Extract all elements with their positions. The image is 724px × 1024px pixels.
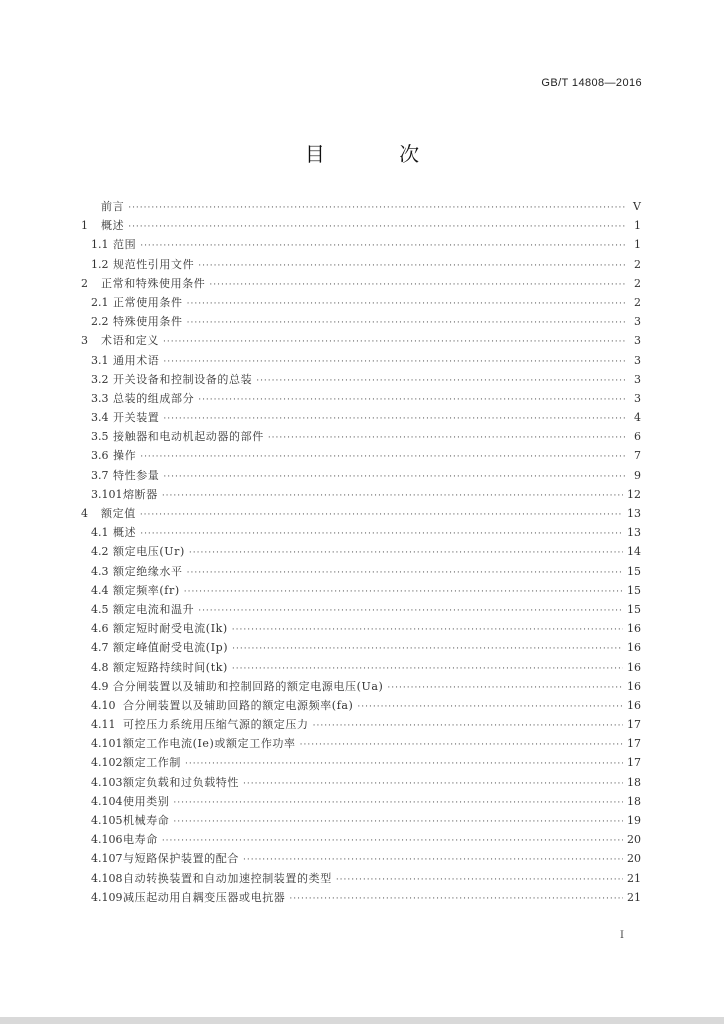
toc-entry[interactable]	[81, 312, 641, 331]
toc-entry-number: 1.2	[91, 257, 109, 271]
toc-entry[interactable]	[81, 715, 641, 734]
toc-entry-title: 开关设备和控制设备的总装	[113, 372, 253, 386]
toc-entry-number: 4.102	[91, 756, 123, 770]
toc-entry-page: 21	[627, 890, 641, 904]
dot-leader	[198, 391, 627, 410]
toc-entry[interactable]	[81, 658, 641, 677]
toc-entry-title: 操作	[113, 449, 137, 463]
toc-entry-title: 熔断器	[123, 487, 158, 501]
dot-leader	[300, 736, 623, 755]
dot-leader	[268, 429, 627, 448]
toc-entry-title: 与短路保护装置的配合	[123, 852, 239, 866]
toc-entry-number: 3.4	[91, 411, 109, 425]
table-of-contents	[81, 197, 641, 907]
toc-entry-page: 21	[627, 871, 641, 885]
toc-entry[interactable]	[81, 370, 641, 389]
toc-entry-page: 3	[634, 353, 641, 367]
toc-entry-page: 19	[627, 814, 641, 827]
toc-entry[interactable]	[81, 274, 641, 293]
toc-entry-page: 15	[627, 583, 641, 597]
toc-entry-title: 通用术语	[113, 353, 160, 367]
toc-entry-page: 3	[634, 372, 641, 386]
toc-entry-number: 4.4	[91, 583, 109, 597]
toc-entry-page: 4	[634, 411, 641, 425]
toc-entry[interactable]	[81, 255, 641, 274]
toc-entry-number: 4.10	[91, 698, 116, 712]
toc-entry-number: 4.11	[91, 718, 116, 732]
toc-entry[interactable]	[81, 427, 641, 446]
toc-entry-page: 1	[634, 238, 641, 252]
toc-entry[interactable]	[81, 408, 641, 427]
toc-entry[interactable]	[81, 562, 641, 581]
toc-entry-number: 4.5	[91, 602, 109, 616]
dot-leader	[357, 698, 623, 717]
toc-entry[interactable]	[81, 389, 641, 408]
toc-entry-number: 4.6	[91, 622, 109, 636]
dot-leader	[140, 448, 627, 467]
dot-leader	[184, 583, 623, 602]
toc-entry-number: 4.104	[91, 794, 123, 808]
toc-entry-title: 额定峰值耐受电流(Ip)	[113, 641, 229, 655]
dot-leader	[173, 813, 623, 832]
toc-entry-title: 额定绝缘水平	[113, 564, 183, 578]
toc-entry-number: 2	[81, 276, 88, 290]
dot-leader	[187, 295, 627, 314]
dot-leader	[140, 506, 623, 525]
toc-entry[interactable]	[81, 677, 641, 696]
toc-entry[interactable]	[81, 485, 641, 504]
toc-entry-title: 自动转换装置和自动加速控制装置的类型	[123, 871, 332, 885]
toc-entry[interactable]	[81, 869, 641, 888]
toc-entry-page: 6	[634, 430, 641, 444]
dot-leader	[162, 487, 623, 506]
dot-leader	[387, 679, 623, 698]
toc-entry[interactable]	[81, 331, 641, 350]
toc-entry-title: 特性参量	[113, 468, 160, 482]
toc-entry[interactable]	[81, 696, 641, 715]
toc-entry-title: 开关装置	[113, 411, 160, 425]
toc-entry-number: 4.106	[91, 833, 123, 847]
toc-entry[interactable]	[81, 446, 641, 465]
toc-entry[interactable]	[81, 792, 641, 811]
toc-entry-title: 可控压力系统用压缩气源的额定压力	[123, 718, 309, 732]
toc-entry-number: 4.108	[91, 871, 123, 885]
toc-entry-title: 额定电压(Ur)	[113, 545, 185, 559]
toc-entry-title: 额定工作电流(Ie)或额定工作功率	[123, 737, 296, 751]
dot-leader	[140, 525, 623, 544]
toc-entry[interactable]	[81, 466, 641, 485]
toc-entry[interactable]	[81, 293, 641, 312]
toc-entry[interactable]	[81, 734, 641, 753]
page-title: 目 次	[304, 142, 454, 166]
dot-leader	[336, 871, 623, 890]
toc-entry-number: 4.107	[91, 852, 123, 866]
dot-leader	[313, 717, 623, 736]
toc-entry-page: 20	[627, 833, 641, 847]
toc-entry-title: 合分闸装置以及辅助回路的额定电源频率(fa)	[123, 698, 354, 712]
dot-leader	[185, 755, 623, 774]
toc-entry-page: 16	[627, 641, 641, 655]
toc-entry[interactable]	[81, 773, 641, 792]
toc-entry[interactable]	[81, 753, 641, 772]
toc-entry-title: 合分闸装置以及辅助和控制回路的额定电源电压(Ua)	[113, 679, 384, 693]
dot-leader	[198, 602, 623, 621]
toc-entry-number: 4.8	[91, 660, 109, 674]
toc-entry-page: 2	[634, 295, 641, 309]
dot-leader	[209, 276, 627, 295]
toc-entry[interactable]	[81, 523, 641, 542]
toc-entry-number: 2.2	[91, 315, 109, 329]
toc-entry-number: 4.103	[91, 775, 123, 789]
dot-leader	[128, 199, 627, 218]
toc-entry[interactable]	[81, 849, 641, 868]
toc-entry-page: 1	[634, 219, 641, 233]
toc-entry[interactable]	[81, 197, 641, 216]
dot-leader	[198, 257, 627, 276]
dot-leader	[187, 314, 627, 333]
toc-entry-page: 13	[627, 507, 641, 520]
toc-entry-page: 3	[634, 315, 641, 329]
toc-entry-number: 4.7	[91, 641, 109, 655]
toc-entry-number: 4.1	[91, 526, 109, 540]
dot-leader	[289, 890, 623, 909]
toc-entry-page: 3	[634, 391, 641, 405]
toc-entry-title: 特殊使用条件	[113, 315, 183, 329]
toc-entry-number: 2.1	[91, 295, 109, 309]
toc-entry[interactable]	[81, 811, 641, 830]
toc-entry[interactable]	[81, 638, 641, 657]
toc-entry-number: 4	[81, 507, 88, 520]
toc-entry-title: 额定频率(fr)	[113, 583, 180, 597]
toc-entry-page: 17	[627, 737, 641, 751]
standard-code: GB/T 14808—2016	[541, 77, 642, 89]
toc-entry-number: 3.7	[91, 468, 109, 482]
dot-leader	[173, 794, 623, 813]
toc-entry-title: 范围	[113, 238, 137, 252]
scan-edge	[0, 1017, 724, 1024]
toc-entry-page: 18	[627, 794, 641, 808]
toc-entry-page: 14	[627, 545, 641, 559]
toc-entry-number: 4.109	[91, 890, 123, 904]
toc-entry-page: 7	[634, 449, 641, 463]
toc-entry-title: 减压起动用自耦变压器或电抗器	[123, 890, 286, 904]
toc-entry[interactable]	[81, 888, 641, 907]
toc-entry-number: 3.101	[91, 487, 123, 501]
toc-entry-title: 规范性引用文件	[113, 257, 195, 271]
toc-entry[interactable]	[81, 581, 641, 600]
dot-leader	[187, 564, 623, 583]
toc-entry-page: 16	[627, 698, 641, 712]
toc-entry-number: 1.1	[91, 238, 109, 252]
toc-entry-page: 9	[634, 468, 641, 482]
page-number: I	[620, 930, 624, 941]
dot-leader	[189, 544, 623, 563]
toc-entry-title: 额定值	[101, 507, 136, 520]
toc-entry-page: V	[633, 200, 641, 213]
toc-entry-page: 17	[627, 718, 641, 732]
dot-leader	[163, 468, 627, 487]
toc-entry-number: 4.3	[91, 564, 109, 578]
dot-leader	[232, 640, 623, 659]
toc-entry-title: 总装的组成部分	[113, 391, 195, 405]
dot-leader	[140, 237, 627, 256]
toc-entry-title: 使用类别	[123, 794, 170, 808]
toc-entry-title: 额定工作制	[123, 756, 181, 770]
toc-entry-title: 额定电流和温升	[113, 602, 195, 616]
toc-entry-number: 1	[81, 219, 88, 233]
toc-entry[interactable]	[81, 235, 641, 254]
toc-entry-page: 17	[627, 756, 641, 770]
toc-entry-number: 3	[81, 334, 88, 348]
toc-entry-page: 16	[627, 679, 641, 693]
toc-entry-title: 概述	[101, 219, 125, 233]
toc-entry[interactable]	[81, 619, 641, 638]
toc-entry-title: 额定负载和过负载特性	[123, 775, 239, 789]
toc-entry-title: 术语和定义	[101, 334, 159, 348]
dot-leader	[128, 218, 627, 237]
toc-entry[interactable]	[81, 600, 641, 619]
toc-entry-page: 16	[627, 622, 641, 636]
toc-entry-number: 4.105	[91, 814, 123, 827]
dot-leader	[232, 621, 623, 640]
toc-entry-page: 15	[627, 564, 641, 578]
toc-entry-number: 3.5	[91, 430, 109, 444]
toc-entry-title: 额定短路持续时间(tk)	[113, 660, 228, 674]
toc-entry-title: 正常和特殊使用条件	[101, 276, 206, 290]
toc-entry-number: 4.9	[91, 679, 109, 693]
dot-leader	[243, 775, 623, 794]
toc-entry[interactable]	[81, 830, 641, 849]
toc-entry-number: 3.2	[91, 372, 109, 386]
toc-entry-number: 3.1	[91, 353, 109, 367]
toc-entry-page: 18	[627, 775, 641, 789]
toc-entry-page: 2	[634, 257, 641, 271]
toc-entry-title: 电寿命	[123, 833, 158, 847]
toc-entry-page: 20	[627, 852, 641, 866]
toc-entry-number: 3.6	[91, 449, 109, 463]
toc-entry-page: 13	[627, 526, 641, 540]
toc-entry-title: 概述	[113, 526, 137, 540]
toc-entry-page: 15	[627, 602, 641, 616]
toc-entry-number: 4.2	[91, 545, 109, 559]
toc-entry-title: 前言	[101, 200, 125, 213]
dot-leader	[163, 333, 627, 352]
toc-entry-title: 额定短时耐受电流(Ik)	[113, 622, 228, 636]
toc-entry-number: 4.101	[91, 737, 123, 751]
toc-entry[interactable]	[81, 351, 641, 370]
toc-entry-page: 2	[634, 276, 641, 290]
toc-entry-number: 3.3	[91, 391, 109, 405]
toc-entry-title: 正常使用条件	[113, 295, 183, 309]
dot-leader	[256, 372, 627, 391]
toc-entry[interactable]	[81, 504, 641, 523]
toc-entry[interactable]	[81, 542, 641, 561]
toc-entry-page: 16	[627, 660, 641, 674]
toc-entry-title: 机械寿命	[123, 814, 170, 827]
toc-entry-page: 3	[634, 334, 641, 348]
toc-entry[interactable]	[81, 216, 641, 235]
toc-entry-page: 12	[627, 487, 641, 501]
toc-entry-title: 接触器和电动机起动器的部件	[113, 430, 264, 444]
